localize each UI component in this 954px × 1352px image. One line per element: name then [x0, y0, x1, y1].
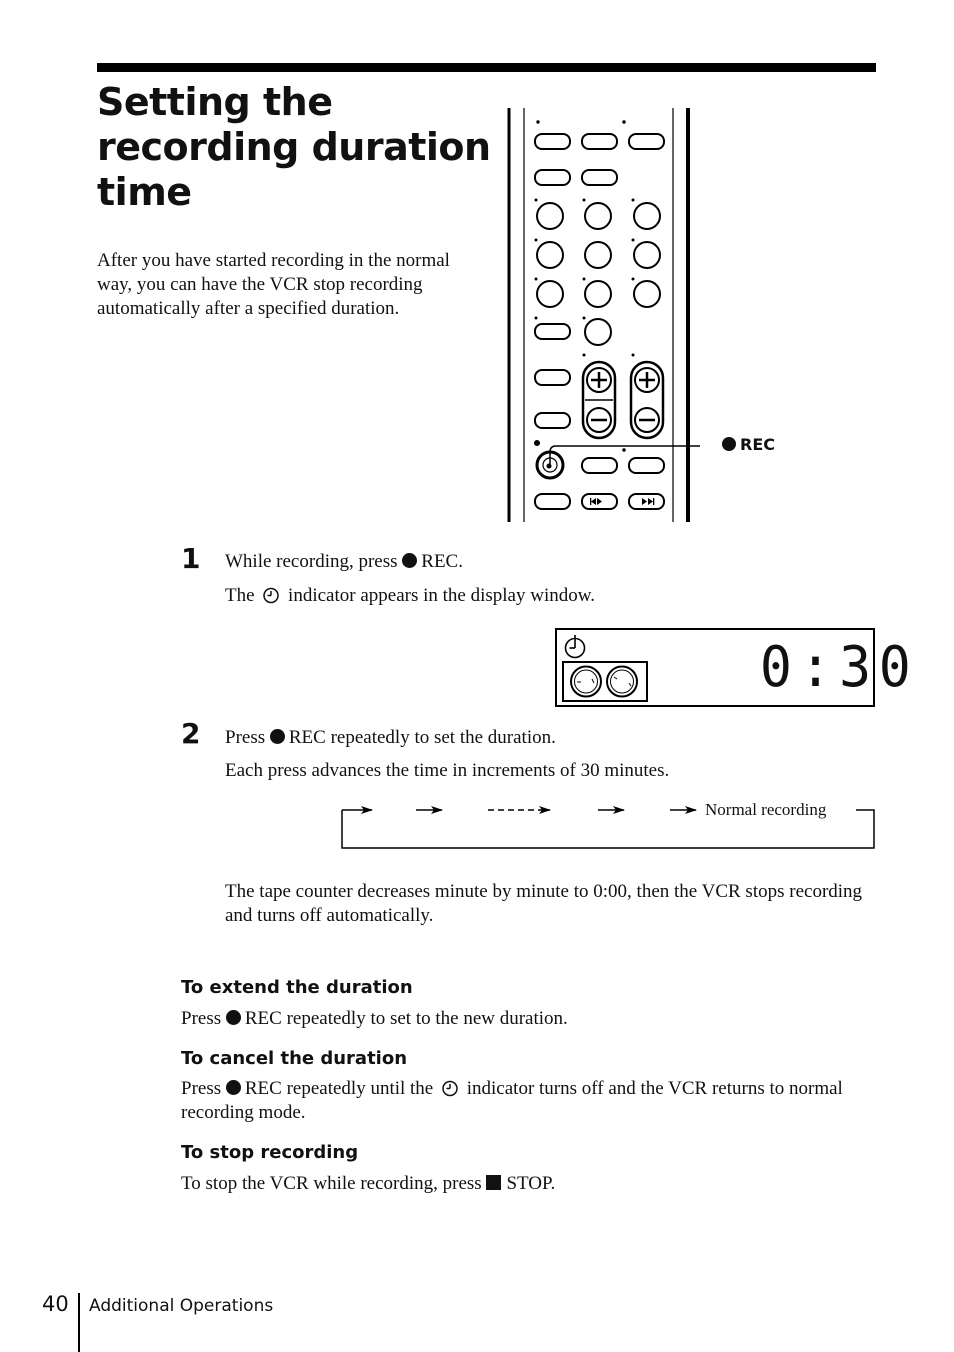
display-time: 0:30: [759, 635, 919, 700]
cancel-heading: To cancel the duration: [181, 1048, 408, 1069]
extend-heading: To extend the duration: [181, 977, 413, 998]
step-2-line1-prefix: Press: [225, 727, 266, 748]
timer-indicator-icon: [562, 634, 588, 660]
intro-paragraph: After you have started recording in the normal way, you can have the VCR stop recording automatically after a specified duration.: [97, 250, 450, 319]
stop-text: [181, 1172, 871, 1196]
step-2-note: The tape counter decreases minute by minute to 0:00, then the VCR stops recording and turns off automatically.: [225, 881, 863, 926]
timer-icon: [441, 1079, 459, 1097]
extend-text: [181, 1007, 871, 1031]
timer-icon: [262, 586, 280, 604]
step-2-line1-suffix: REC repeatedly to set the duration.: [288, 727, 556, 748]
rec-callout-text: REC: [740, 435, 775, 454]
step-1-line1-suffix: REC.: [421, 551, 463, 572]
extend-suffix: REC repeatedly to set to the new duration.: [244, 1008, 568, 1029]
footer-divider: [78, 1293, 80, 1352]
step-2-line2: Each press advances the time in increments of 30 minutes.: [225, 760, 670, 781]
stop-heading: To stop recording: [181, 1142, 359, 1163]
top-rule: [97, 63, 876, 72]
step-1-line2-suffix: indicator appears in the display window.: [288, 585, 595, 606]
cancel-middle: REC repeatedly until the: [244, 1078, 434, 1099]
rec-dot-icon: [226, 1080, 241, 1095]
cancel-suffix: indicator turns off and the VCR returns to normal recording mode.: [181, 1078, 843, 1123]
step-2-number: 2: [181, 717, 201, 750]
cassette-tape-icon: [562, 661, 648, 703]
stop-suffix: STOP.: [506, 1173, 556, 1194]
remote-control-illustration: [500, 100, 700, 530]
rec-dot-icon: [402, 553, 417, 568]
step-1-line1: [225, 550, 865, 574]
step-1-number: 1: [181, 542, 201, 575]
stop-square-icon: [486, 1175, 501, 1190]
step-1-line2: [225, 584, 865, 608]
rec-callout-label: [722, 435, 775, 454]
cancel-prefix: Press: [181, 1078, 222, 1099]
extend-prefix: Press: [181, 1008, 222, 1029]
normal-recording-label: Normal recording: [705, 800, 827, 819]
rec-dot-icon: [270, 729, 285, 744]
step-2-line1: [225, 726, 865, 750]
step-1-line2-prefix: The: [225, 585, 255, 606]
display-window: [555, 628, 919, 707]
rec-dot-icon: [722, 437, 736, 451]
step-1-line1-prefix: While recording, press: [225, 551, 398, 572]
cancel-text: [181, 1077, 871, 1125]
stop-prefix: To stop the VCR while recording, press: [181, 1173, 482, 1194]
footer-section-name: Additional Operations: [89, 1296, 274, 1316]
page-title: Setting the recording duration time: [97, 80, 491, 214]
page-number: 40: [42, 1292, 69, 1316]
rec-dot-icon: [226, 1010, 241, 1025]
